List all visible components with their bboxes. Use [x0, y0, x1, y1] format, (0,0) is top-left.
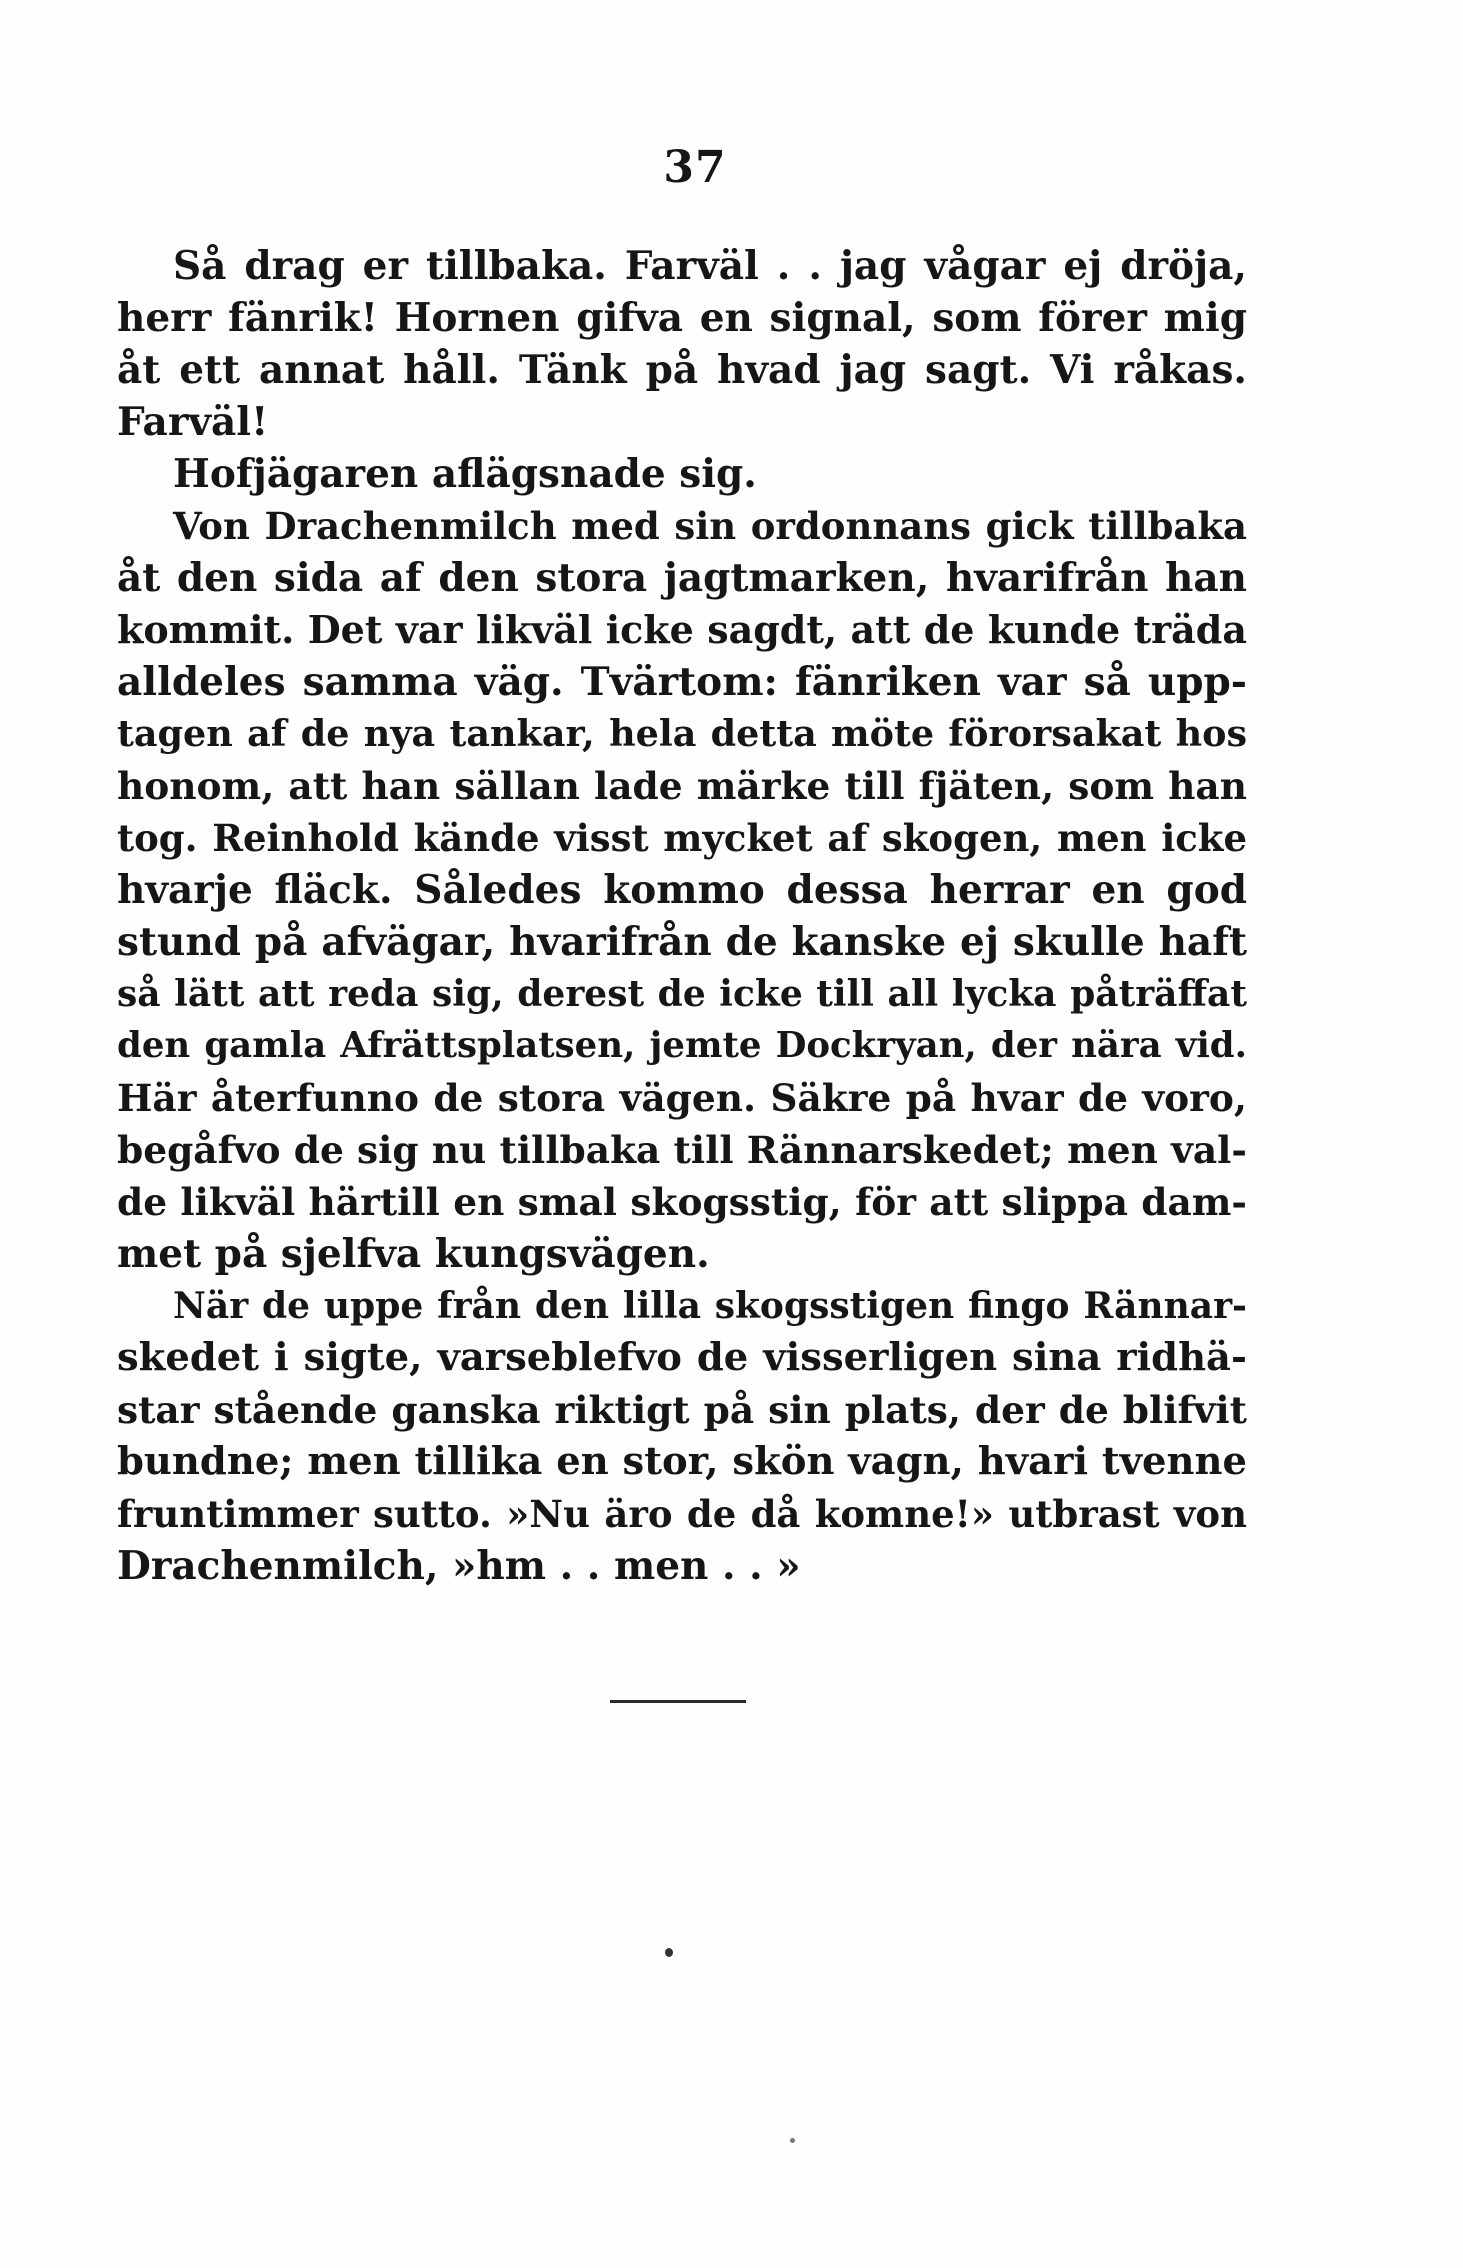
text-line: alldeles samma väg. Tvärtom: fänriken var så upp-: [117, 659, 1247, 705]
text-line: åt den sida af den stora jagtmarken, hvarifrån han: [117, 555, 1247, 601]
text-line: Von Drachenmilch med sin ordonnans gick tillbaka: [173, 504, 1247, 548]
text-line: Hofjägaren aflägsnade sig.: [173, 451, 757, 497]
page-number: 37: [663, 142, 727, 193]
text-line: stund på afvägar, hvarifrån de kanske ej skulle haft: [117, 919, 1247, 965]
section-divider: [610, 1700, 746, 1703]
print-speck: [665, 1948, 673, 1957]
text-line: skedet i sigte, varseblefvo de visserligen sina ridhä-: [117, 1335, 1247, 1380]
text-line: kommit. Det var likväl icke sagdt, att de kunde träda: [117, 607, 1247, 652]
text-line: fruntimmer sutto. »Nu äro de då komne!» utbrast von: [117, 1492, 1247, 1536]
text-line: När de uppe från den lilla skogsstigen fingo Rännar-: [173, 1285, 1247, 1327]
text-line: Farväl!: [117, 399, 269, 445]
text-line: de likväl härtill en smal skogsstig, för att slippa dam-: [117, 1180, 1247, 1224]
text-line: hvarje fläck. Således kommo dessa herrar en god: [117, 867, 1247, 913]
text-line: star stående ganska riktigt på sin plats, der de blifvit: [117, 1388, 1247, 1432]
print-speck: [790, 2138, 795, 2143]
text-line: åt ett annat håll. Tänk på hvad jag sagt. Vi råkas.: [117, 347, 1247, 393]
text-line: Drachenmilch, »hm . . men . . »: [117, 1543, 801, 1589]
text-line: met på sjelfva kungsvägen.: [117, 1231, 710, 1277]
text-line: den gamla Afrättsplatsen, jemte Dockryan, der nära vid.: [117, 1025, 1247, 1066]
text-line: så lätt att reda sig, derest de icke till all lycka påträffat: [117, 973, 1247, 1015]
text-line: tagen af de nya tankar, hela detta möte förorsakat hos: [117, 712, 1247, 755]
text-line: honom, att han sällan lade märke till fjäten, som han: [117, 764, 1247, 808]
text-line: Här återfunno de stora vägen. Säkre på hvar de voro,: [117, 1076, 1247, 1120]
body-text: [117, 240, 1247, 1592]
text-line: tog. Reinhold kände visst mycket af skogen, men icke: [117, 816, 1247, 860]
text-line: herr fänrik! Hornen gifva en signal, som förer mig: [117, 295, 1247, 341]
text-line: bundne; men tillika en stor, skön vagn, hvari tvenne: [117, 1439, 1247, 1484]
text-line: begåfvo de sig nu tillbaka till Rännarskedet; men val-: [117, 1128, 1247, 1172]
text-line: Så drag er tillbaka. Farväl . . jag vågar ej dröja,: [173, 243, 1247, 289]
